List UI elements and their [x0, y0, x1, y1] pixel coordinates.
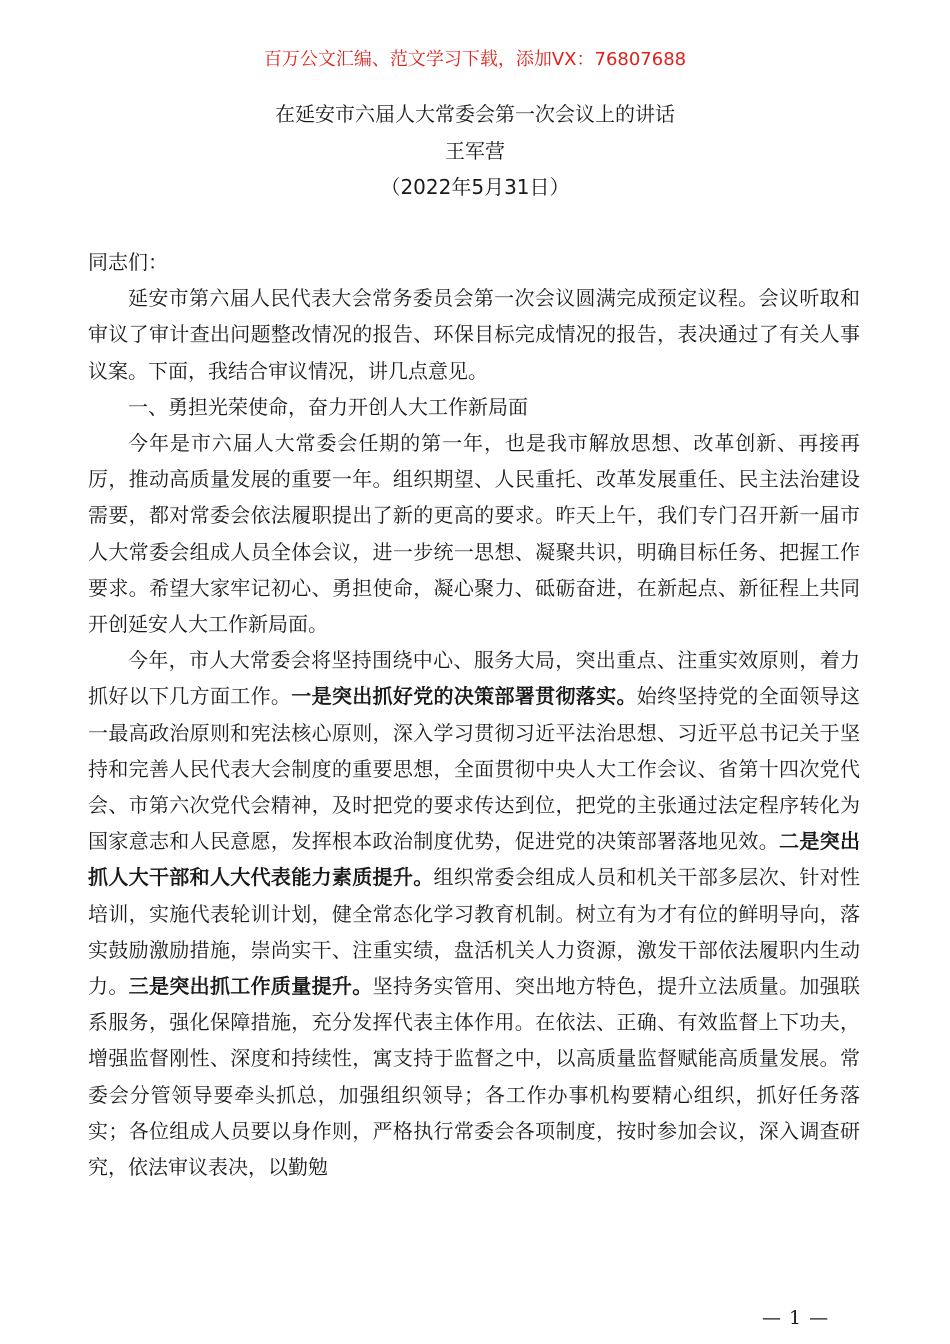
key-point-1: 一是突出抓好党的决策部署贯彻落实。: [291, 684, 637, 709]
speech-date: （2022年5月31日）: [380, 175, 570, 199]
paragraph-2: 今年是市六届人大常委会任期的第一年，也是我市解放思想、改革创新、再接再厉，推动高质量发展的重要一年。组织期望、人民重托、改革发展重任、民主法治建设需要，都对常委会依法履职提出了新的更高的要求。昨天上午，我们专门召开新一届市人大常委会组成人员全体会议，进一步统一思想、凝聚共识，明确目标任务、把握工作要求。希望大家牢记初心、勇担使命，凝心聚力、砥砺奋进，在新起点、新征程上共同开创延安人大工作新局面。: [88, 431, 860, 637]
key-point-2: 二是突出抓人大干部和人大代表能力素质提升。: [88, 829, 861, 890]
paragraph-3: [88, 642, 860, 1185]
paragraph-3-text-1: 今年，市人大常委会将坚持围绕中心、服务大局，突出重点、注重实效原则，着力抓好以下几方面工作。: [88, 648, 860, 709]
page-number: — 1 —: [762, 1307, 830, 1329]
download-banner: 百万公文汇编、范文学习下载，添加VX：76807688: [263, 49, 687, 70]
paragraph-intro: 延安市第六届人民代表大会常务委员会第一次会议圆满完成预定议程。会议听取和审议了审计查出问题整改情况的报告、环保目标完成情况的报告，表决通过了有关人事议案。下面，我结合审议情况，讲几点意见。: [88, 286, 860, 383]
author-name: 王军营: [445, 139, 505, 163]
paragraph-3-text-4: 坚持务实管用、突出地方特色，提升立法质量。加强联系服务，强化保障措施，充分发挥代表主体作用。在依法、正确、有效监督上下功夫，增强监督刚性、深度和持续性，寓支持于监督之中，以高质量监督赋能高质量发展。常委会分管领导要牵头抓总，加强组织领导；各工作办事机构要精心组织，抓好任务落实；各位组成人员要以身作则，严格执行常委会各项制度，按时参加会议，深入调查研究，依法审议表决，以勤勉: [88, 974, 861, 1180]
paragraph-3-text-3: 组织常委会组成人员和机关干部多层次、针对性培训，实施代表轮训计划，健全常态化学习教育机制。树立有为才有位的鲜明导向，落实鼓励激励措施，崇尚实干、注重实绩，盘活机关人力资源，激发干部依法履职内生动力。: [88, 865, 861, 999]
document-title: 在延安市六届人大常委会第一次会议上的讲话: [275, 102, 675, 126]
paragraph-3-text-2: 始终坚持党的全面领导这一最高政治原则和宪法核心原则，深入学习贯彻习近平法治思想、习近平总书记关于坚持和完善人民代表大会制度的重要思想，全面贯彻中央人大工作会议、省第十四次党代会、市第六次党代会精神，及时把党的要求传达到位，把党的主张通过法定程序转化为国家意志和人民意愿，发挥根本政治制度优势，促进党的决策部署落地见效。: [88, 684, 861, 854]
salutation: 同志们：: [88, 250, 168, 274]
section-heading-1: 一、勇担光荣使命，奋力开创人大工作新局面: [128, 394, 528, 419]
document-body: [88, 244, 860, 1185]
key-point-3: 三是突出抓工作质量提升。: [128, 974, 373, 999]
